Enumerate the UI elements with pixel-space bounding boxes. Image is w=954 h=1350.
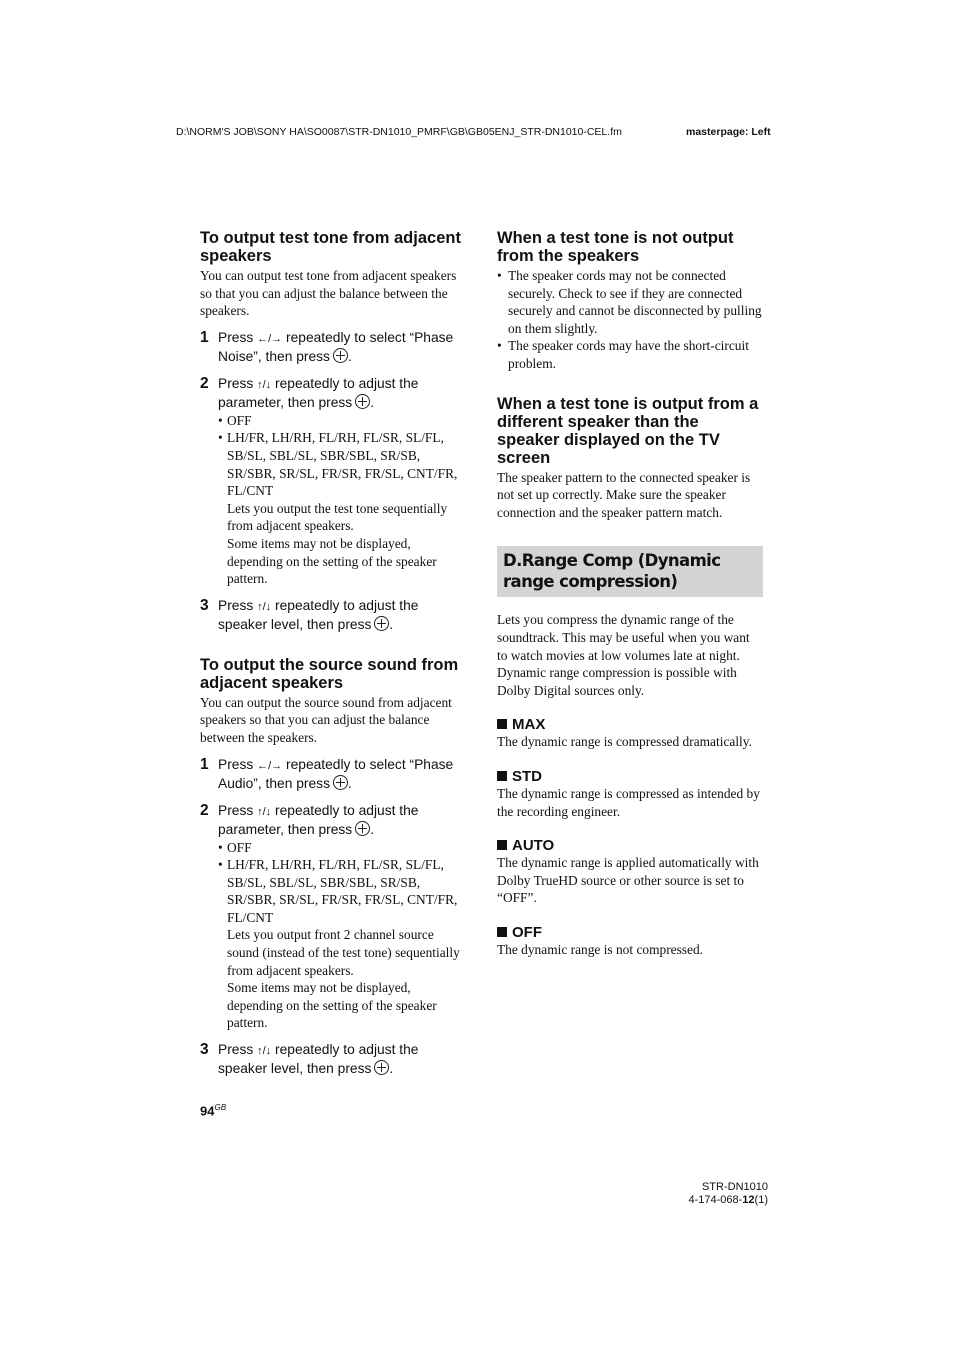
section-title-no-output: When a test tone is not output from the speakers <box>497 229 734 265</box>
option-desc: The dynamic range is compressed as intended by the recording engineer. <box>497 785 760 819</box>
step-text: Press <box>218 375 258 391</box>
option-note: Some items may not be displayed, depending on the setting of the speaker pattern. <box>227 980 437 1031</box>
step-text: Press <box>218 597 258 613</box>
step-2: 2 Press ↑/↓ repeatedly to adjust the parameter, then press . • OFF • LH/FR, LH/RH, FL/RH, FL/SR, SL/FL, SB/SL, SBL/SL, SBR/SBL, SR/SB, SR/SBR, SR/SL, FR/SR, FR/SL, CNT/FR, FL/CNT Lets you output front 2 channel source sound (instead of the test tone) sequentially from adjacent speakers. Some items may not be displayed, depending on the setting of the speaker pattern. <box>200 802 465 1033</box>
arrow-up-down-icon: ↑/↓ <box>257 600 272 613</box>
option-text: LH/FR, LH/RH, FL/RH, FL/SR, SL/FL, SB/SL, SBL/SL, SBR/SBL, SR/SB, SR/SBR, SR/SL, FR/SR, FR/SL, CNT/FR, FL/CNT <box>227 430 458 499</box>
enter-button-icon <box>333 775 348 790</box>
list-item: • OFF <box>218 839 252 855</box>
page-number <box>200 1103 226 1118</box>
step-text: repeatedly to adjust the parameter, then press <box>218 375 419 410</box>
step-text: Press <box>218 1042 258 1058</box>
footer-code <box>688 1194 768 1207</box>
list-item: • LH/FR, LH/RH, FL/RH, FL/SR, SL/FL, SB/SL, SBL/SL, SBR/SBL, SR/SB, SR/SBR, SR/SL, FR/SR, FR/SL, CNT/FR, FL/CNT <box>218 430 458 499</box>
step-3: 3 Press ↑/↓ repeatedly to adjust the speaker level, then press . <box>200 596 419 632</box>
banner-intro: Lets you compress the dynamic range of the soundtrack. This may be useful when you want to watch movies at low volumes late at night. Dynamic range compression is possible with Dolby Digital sources only. <box>497 612 750 698</box>
step-text: Press <box>218 802 258 818</box>
list-item: • The speaker cords may have the short-circuit problem. <box>497 338 749 371</box>
arrow-left-right-icon: ←/→ <box>257 332 283 345</box>
header-file-path: D:\NORM'S JOB\SONY HA\SO0087\STR-DN1010_PMRF\GB\GB05ENJ_STR-DN1010-CEL.fm <box>176 126 622 138</box>
enter-button-icon <box>355 394 370 409</box>
option-list <box>218 839 465 927</box>
enter-button-icon <box>374 1060 389 1075</box>
section-title-different-speaker: When a test tone is output from a different speaker than the speaker displayed on the TV screen <box>497 394 759 467</box>
step-text: repeatedly to select “Phase Noise”, then press <box>218 329 454 364</box>
section-banner: D.Range Comp (Dynamic range compression) <box>497 546 763 597</box>
footer-code-post: (1) <box>754 1193 768 1206</box>
section-title-source-sound: To output the source sound from adjacent speakers <box>200 655 459 692</box>
list-item: • LH/FR, LH/RH, FL/RH, FL/SR, SL/FL, SB/SL, SBL/SL, SBR/SBL, SR/SB, SR/SBR, SR/SL, FR/SR, FR/SL, CNT/FR, FL/CNT <box>218 857 458 925</box>
step-text: Press <box>218 329 258 345</box>
option-heading-std <box>497 768 763 785</box>
step-text: repeatedly to adjust the speaker level, then press <box>218 1042 419 1077</box>
step-text: repeatedly to adjust the speaker level, then press <box>218 597 419 632</box>
footer-code-bold: 12 <box>742 1193 755 1206</box>
enter-button-icon <box>333 348 348 363</box>
option-note: Lets you output the test tone sequentially from adjacent speakers. <box>227 500 448 534</box>
option-label: OFF <box>512 923 542 941</box>
enter-button-icon <box>374 616 389 631</box>
option-text: LH/FR, LH/RH, FL/RH, FL/SR, SL/FL, SB/SL, SBL/SL, SBR/SBL, SR/SB, SR/SBR, SR/SL, FR/SR, FR/SL, CNT/FR, FL/CNT <box>227 857 458 925</box>
arrow-up-down-icon: ↑/↓ <box>257 805 272 818</box>
step-text: repeatedly to adjust the parameter, then press <box>218 802 419 837</box>
square-bullet-icon <box>497 719 507 729</box>
option-label: AUTO <box>512 837 555 855</box>
arrow-left-right-icon: ←/→ <box>257 759 283 772</box>
bullet-list <box>497 267 763 373</box>
step-text: Press <box>218 756 258 772</box>
option-note: Some items may not be displayed, depending on the setting of the speaker pattern. <box>227 535 437 587</box>
section-intro: You can output test tone from adjacent speakers so that you can adjust the balance between the speakers. <box>200 268 457 319</box>
bullet-text: The speaker cords may have the short-circuit problem. <box>508 338 749 371</box>
header-masterpage: masterpage: Left <box>686 126 771 138</box>
step-3: 3 Press ↑/↓ repeatedly to adjust the speaker level, then press . <box>200 1041 419 1077</box>
step-number: 1 <box>200 755 209 773</box>
page-number-suffix: GB <box>214 1103 227 1112</box>
step-2: 2 Press ↑/↓ repeatedly to adjust the parameter, then press . • OFF • LH/FR, LH/RH, FL/RH, FL/SR, SL/FL, SB/SL, SBL/SL, SBR/SBL, SR/SB, SR/SBR, SR/SL, FR/SR, FR/SL, CNT/FR, FL/CNT Lets you output the test tone sequentially from adjacent speakers. Some items may not be displayed, depending on the setting of the speaker pattern. <box>200 375 465 588</box>
option-desc: The dynamic range is applied automatically with Dolby TrueHD source or other source is set to “OFF”. <box>497 855 759 906</box>
option-text: OFF <box>227 412 252 428</box>
section-title-test-tone: To output test tone from adjacent speakers <box>200 229 461 265</box>
square-bullet-icon <box>497 771 507 781</box>
step-number: 2 <box>200 801 209 819</box>
footer-model: STR-DN1010 <box>701 1181 768 1193</box>
step-number: 1 <box>200 328 209 346</box>
option-note: Lets you output front 2 channel source sound (instead of the test tone) sequentially from adjacent speakers. <box>227 927 460 978</box>
step-number: 3 <box>200 596 209 614</box>
option-desc: The dynamic range is not compressed. <box>497 941 704 957</box>
option-list <box>218 412 465 500</box>
option-label: STD <box>512 767 542 785</box>
square-bullet-icon <box>497 840 507 850</box>
option-heading-off <box>497 924 763 941</box>
footer-code-pre: 4-174-068- <box>688 1193 743 1206</box>
option-text: OFF <box>227 839 252 855</box>
arrow-up-down-icon: ↑/↓ <box>257 378 272 391</box>
step-number: 2 <box>200 374 209 392</box>
step-1: 1 Press ←/→ repeatedly to select “Phase Audio”, then press . <box>200 755 454 791</box>
step-text: repeatedly to select “Phase Audio”, then press <box>218 756 454 791</box>
step-number: 3 <box>200 1041 209 1059</box>
option-label: MAX <box>512 716 546 734</box>
section-body: The speaker pattern to the connected speaker is not set up correctly. Make sure the speaker connection and the speaker pattern match. <box>497 469 751 520</box>
list-item: • OFF <box>218 412 252 428</box>
enter-button-icon <box>355 821 370 836</box>
page-number-value: 94 <box>200 1103 215 1119</box>
step-1: 1 Press ←/→ repeatedly to select “Phase Noise”, then press . <box>200 328 454 364</box>
option-heading-max <box>497 716 763 733</box>
right-column <box>497 229 763 958</box>
arrow-up-down-icon: ↑/↓ <box>257 1045 272 1058</box>
option-heading-auto <box>497 837 763 854</box>
bullet-text: The speaker cords may not be connected securely. Check to see if they are connected securely and cannot be disconnected by pulling on them slightly. <box>508 268 762 336</box>
footer <box>688 1181 768 1206</box>
option-desc: The dynamic range is compressed dramatically. <box>497 734 752 750</box>
list-item: • The speaker cords may not be connected securely. Check to see if they are connected securely and cannot be disconnected by pulling on them slightly. <box>497 268 762 336</box>
left-column <box>200 229 465 1078</box>
square-bullet-icon <box>497 927 507 937</box>
section-intro: You can output the source sound from adjacent speakers so that you can adjust the balance between the speakers. <box>200 694 452 745</box>
